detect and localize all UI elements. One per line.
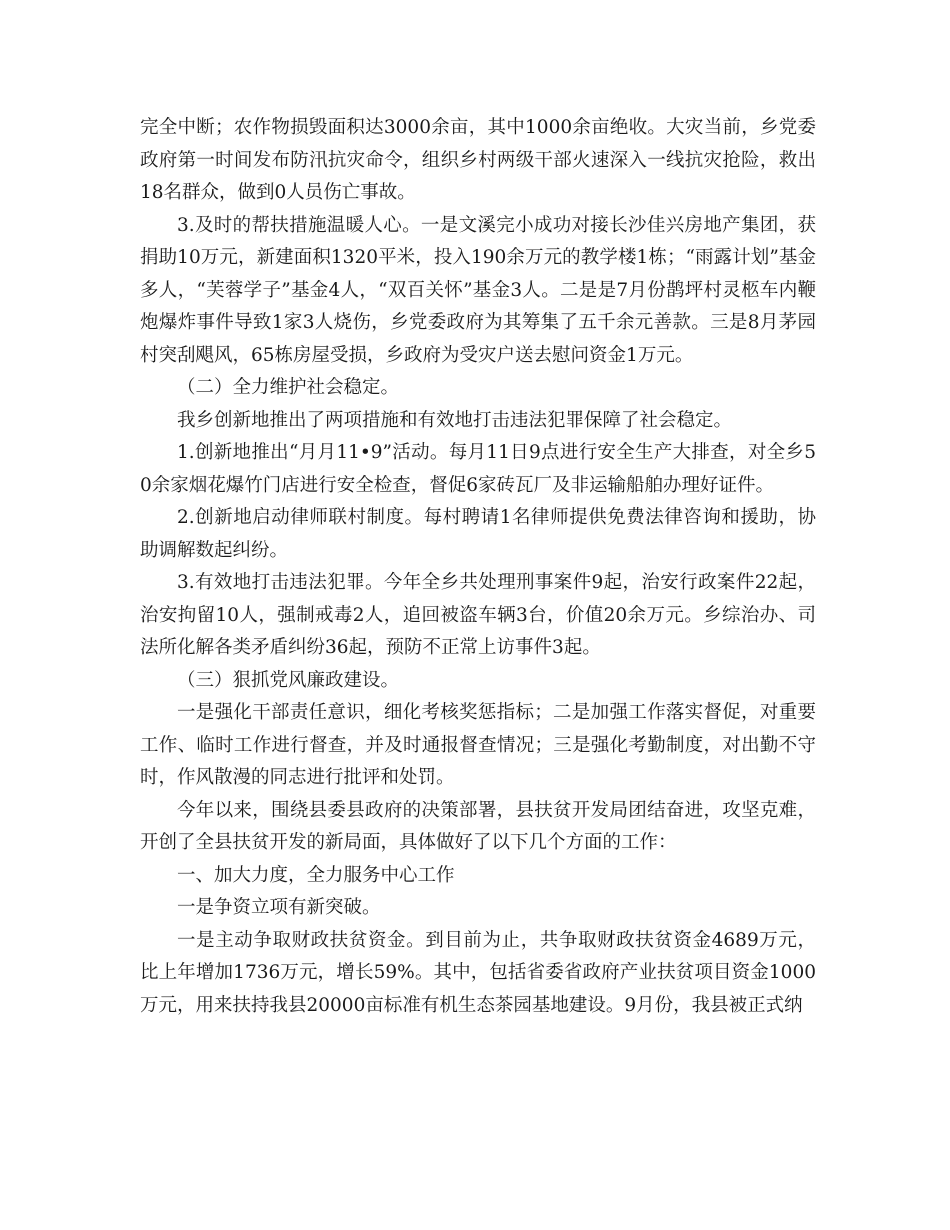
document-body <box>140 112 816 1022</box>
paragraph: 2.创新地启动律师联村制度。每村聘请1名律师提供免费法律咨询和援助，协助调解数起纠纷。 <box>140 507 816 561</box>
paragraph: 3.有效地打击违法犯罪。今年全乡共处理刑事案件9起，治安行政案件22起，治安拘留10人，强制戒毒2人，追回被盗车辆3台，价值20余万元。乡综治办、司法所化解各类矛盾纠纷36起，预防不正常上访事件3起。 <box>140 572 816 658</box>
paragraph: 3.及时的帮扶措施温暖人心。一是文溪完小成功对接长沙佳兴房地产集团，获捐助10万元，新建面积1320平米，投入190余万元的教学楼1栋；“雨露计划”基金多人，“芙蓉学子”基金4人，“双百关怀”基金3人。二是是7月份鹊坪村灵柩车内鞭炮爆炸事件导致1家3人烧伤，乡党委政府为其筹集了五千余元善款。三是8月茅园村突刮飓风，65栋房屋受损，乡政府为受灾户送去慰问资金1万元。 <box>140 214 816 366</box>
paragraph: 今年以来，围绕县委县政府的决策部署，县扶贫开发局团结奋进，攻坚克难，开创了全县扶贫开发的新局面，具体做好了以下几个方面的工作： <box>140 799 816 853</box>
section-heading: （三）狠抓党风廉政建设。 <box>177 669 400 691</box>
paragraph: 我乡创新地推出了两项措施和有效地打击违法犯罪保障了社会稳定。 <box>177 409 733 431</box>
section-heading: 一、加大力度，全力服务中心工作 <box>177 864 455 886</box>
paragraph: 一是强化干部责任意识，细化考核奖惩指标；二是加强工作落实督促，对重要工作、临时工作进行督查，并及时通报督查情况；三是强化考勤制度，对出勤不守时，作风散漫的同志进行批评和处罚。 <box>140 702 816 788</box>
section-heading: （二）全力维护社会稳定。 <box>177 377 400 398</box>
subsection-heading: 一是争资立项有新突破。 <box>177 897 381 918</box>
paragraph: 完全中断；农作物损毁面积达3000余亩，其中1000余亩绝收。大灾当前，乡党委政府第一时间发布防汛抗灾命令，组织乡村两级干部火速深入一线抗灾抢险，救出18名群众，做到0人员伤亡事故。 <box>140 117 816 203</box>
paragraph: 一是主动争取财政扶贫资金。到目前为止，共争取财政扶贫资金4689万元，比上年增加1736万元，增长59%。其中，包括省委省政府产业扶贫项目资金1000万元，用来扶持我县20000亩标准有机生态茶园基地建设。9月份，我县被正式纳 <box>140 929 816 1016</box>
paragraph: 1.创新地推出“月月11•9”活动。每月11日9点进行安全生产大排查，对全乡50余家烟花爆竹门店进行安全检查，督促6家砖瓦厂及非运输船舶办理好证件。 <box>140 442 816 496</box>
